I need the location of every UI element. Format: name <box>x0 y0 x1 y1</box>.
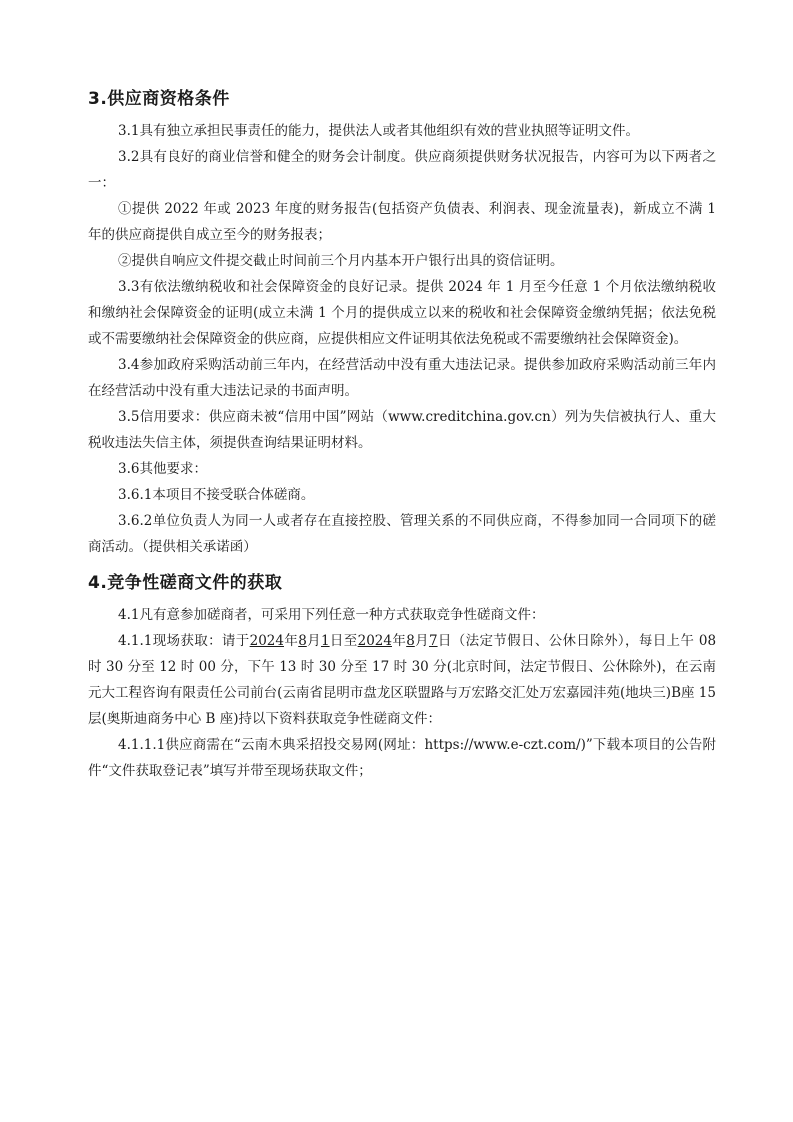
para-3-6: 3.6其他要求： <box>118 461 207 477</box>
para-4-1-1-prefix: 4.1.1现场获取：请于 <box>118 633 250 649</box>
end-month: 8 <box>406 633 415 649</box>
start-day: 1 <box>320 633 330 649</box>
para-3-6-2: 3.6.2单位负责人为同一人或者存在直接控股、管理关系的不同供应商，不得参加同一合同项下的磋商活动。（提供相关承诺函） <box>88 513 716 555</box>
para-4-1: 4.1凡有意参加磋商者，可采用下列任意一种方式获取竞争性磋商文件： <box>118 607 545 623</box>
start-month: 8 <box>298 633 307 649</box>
year-label: 年 <box>283 633 299 649</box>
end-year: 2024 <box>357 633 392 649</box>
end-day: 7 <box>428 633 438 649</box>
para-3-3: 3.3有依法缴纳税收和社会保障资金的良好记录。提供 2024 年 1 月至今任意 1 个月依法缴纳税收和缴纳社会保障资金的证明(成立未满 1 个月的提供成立以来的税收和社会保障资金缴纳凭据；依法免税或不需要缴纳社会保障资金的供应商，应提供相应文件证明其依法免税或不需要缴纳社会保障资金)。 <box>88 279 716 347</box>
year-label: 年 <box>391 633 407 649</box>
document-page <box>88 84 716 784</box>
month-label: 月 <box>414 633 429 649</box>
month-label: 月 <box>306 633 321 649</box>
para-3-6-1: 3.6.1本项目不接受联合体磋商。 <box>118 487 315 503</box>
para-4-1-1 <box>88 628 716 732</box>
para-3-5: 3.5信用要求：供应商未被“信用中国”网站（www.creditchina.gov.cn）列为失信被执行人、重大税收违法失信主体，须提供查询结果证明材料。 <box>88 409 716 451</box>
para-3-1: 3.1具有独立承担民事责任的能力，提供法人或者其他组织有效的营业执照等证明文件。 <box>118 123 639 139</box>
para-3-4: 3.4参加政府采购活动前三年内，在经营活动中没有重大违法记录。提供参加政府采购活动前三年内在经营活动中没有重大违法记录的书面声明。 <box>88 357 716 399</box>
para-3-2: 3.2具有良好的商业信誉和健全的财务会计制度。供应商须提供财务状况报告，内容可为以下两者之一： <box>88 149 716 191</box>
para-4-1-1-1: 4.1.1.1供应商需在“云南木典采招投交易网(网址：https://www.e-czt.com/)”下载本项目的公告附件“文件获取登记表”填写并带至现场获取文件； <box>88 737 716 779</box>
start-year: 2024 <box>249 633 284 649</box>
day-to-label: 日至 <box>329 633 358 649</box>
section-3-heading: 3.供应商资格条件 <box>88 89 230 109</box>
para-3-2-option-2: ②提供自响应文件提交截止时间前三个月内基本开户银行出具的资信证明。 <box>118 253 564 269</box>
para-3-2-option-1: ①提供 2022 年或 2023 年度的财务报告(包括资产负债表、利润表、现金流量表)，新成立不满 1 年的供应商提供自成立至今的财务报表； <box>88 201 716 243</box>
section-4-heading: 4.竞争性磋商文件的获取 <box>88 573 283 593</box>
para-4-1-1-suffix: 日（法定节假日、公休日除外），每日上午 08 时 30 分至 12 时 00 分，下午 13 时 30 分至 17 时 30 分(北京时间，法定节假日、公休除外)，在云南元大工程咨询有限责任公司前台(云南省昆明市盘龙区联盟路与万宏路交汇处万宏嘉园沣苑(地块三)B座 15 层(奥斯迪商务中心 B 座)持以下资料获取竞争性磋商文件： <box>88 633 717 727</box>
